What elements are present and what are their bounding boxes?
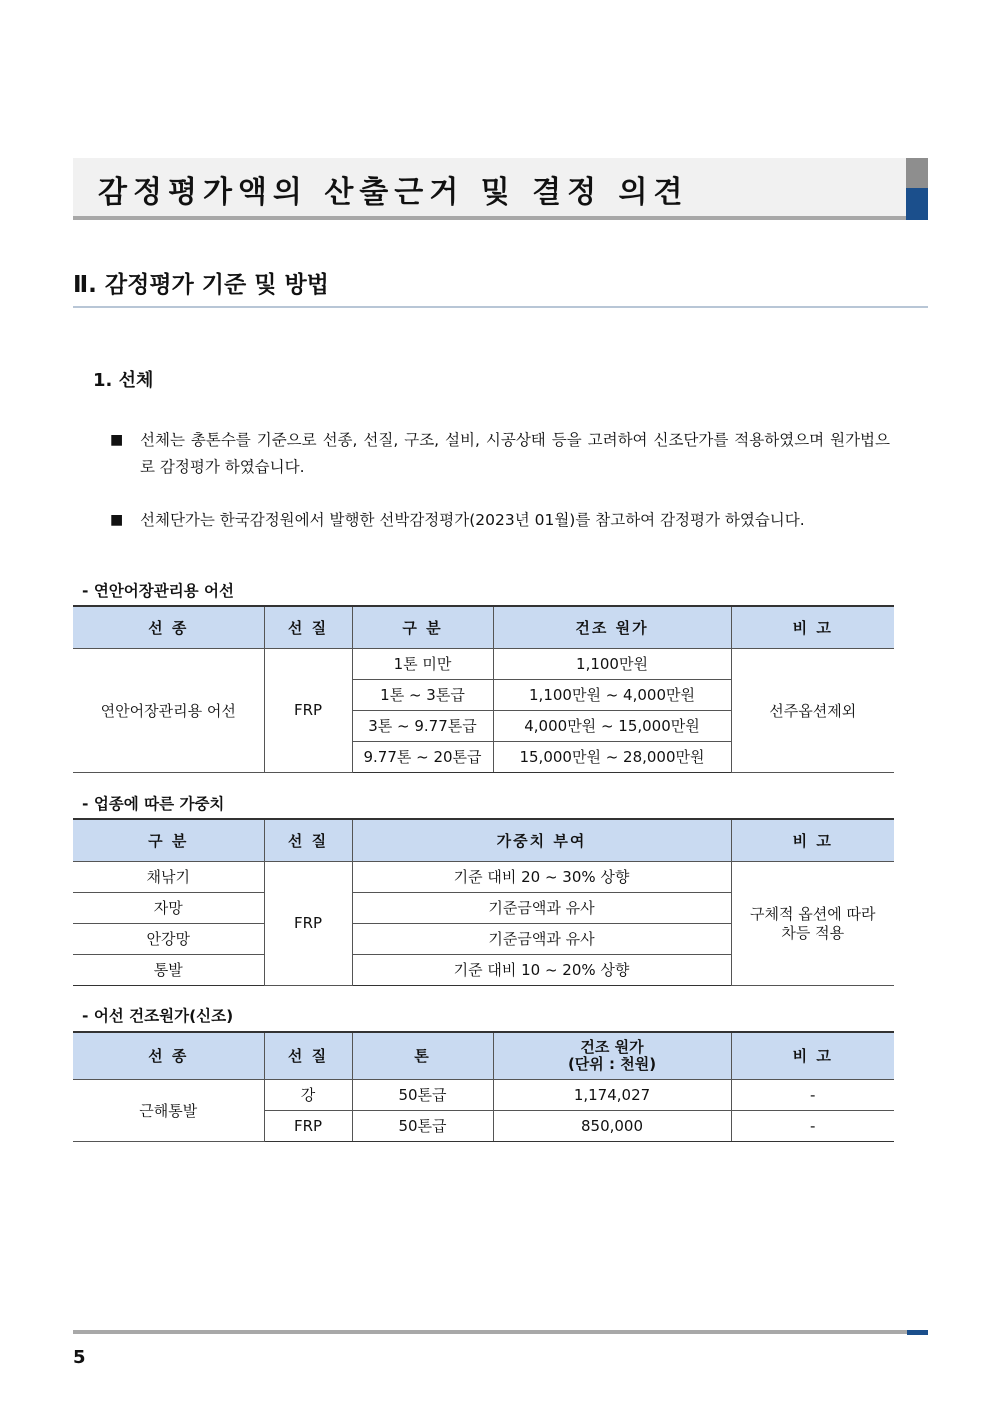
cost-cell: 4,000만원 ~ 15,000만원 xyxy=(493,710,731,741)
weight-cell: 기준금액과 유사 xyxy=(352,892,731,923)
fishing-type-cell: 채낚기 xyxy=(73,861,264,892)
column-header: 구 분 xyxy=(352,606,493,648)
tonnage-range-cell: 9.77톤 ~ 20톤급 xyxy=(352,741,493,772)
document-banner xyxy=(73,158,928,220)
cost-cell: 850,000 xyxy=(493,1110,731,1141)
header-unit: (단위 : 천원) xyxy=(567,1054,657,1073)
cost-cell: 1,100만원 ~ 4,000만원 xyxy=(493,679,731,710)
fishing-type-cell: 자망 xyxy=(73,892,264,923)
banner-title: 감정평가액의 산출근거 및 결정 의견 xyxy=(98,175,689,210)
note-line: 차등 적용 xyxy=(781,924,845,942)
subsection-title: 1. 선체 xyxy=(93,370,154,391)
tonnage-cell: 50톤급 xyxy=(352,1110,493,1141)
tonnage-range-cell: 1톤 미만 xyxy=(352,648,493,679)
column-header: 비 고 xyxy=(731,819,894,861)
table3-label: - 어선 건조원가(신조) xyxy=(82,1007,234,1025)
page-number: 5 xyxy=(73,1347,86,1368)
table-coastal-vessel-cost xyxy=(73,605,894,773)
column-header: 톤 xyxy=(352,1032,493,1079)
note-cell: 선주옵션제외 xyxy=(731,648,894,772)
table-new-build-cost xyxy=(73,1031,894,1142)
column-header xyxy=(493,1032,731,1079)
vessel-type-cell: 근해통발 xyxy=(73,1079,264,1141)
vessel-type-cell: 연안어장관리용 어선 xyxy=(73,648,264,772)
cost-cell: 1,174,027 xyxy=(493,1079,731,1110)
table-industry-weight xyxy=(73,818,894,986)
material-cell: FRP xyxy=(264,861,352,985)
column-header: 가중치 부여 xyxy=(352,819,731,861)
tonnage-range-cell: 1톤 ~ 3톤급 xyxy=(352,679,493,710)
tonnage-range-cell: 3톤 ~ 9.77톤급 xyxy=(352,710,493,741)
fishing-type-cell: 통발 xyxy=(73,954,264,985)
weight-cell: 기준 대비 10 ~ 20% 상향 xyxy=(352,954,731,985)
bullet-square-icon: ■ xyxy=(110,432,124,448)
bullet-text: 선체는 총톤수를 기준으로 선종, 선질, 구조, 설비, 시공상태 등을 고려하여 신조단가를 적용하였으며 원가법으로 감정평가 하였습니다. xyxy=(140,431,890,476)
header-line: 건조 원가 xyxy=(580,1037,644,1056)
material-cell: 강 xyxy=(264,1079,352,1110)
note-line: 구체적 옵션에 따라 xyxy=(750,905,876,923)
table-row xyxy=(73,861,894,892)
banner-accent xyxy=(906,158,928,220)
section-divider xyxy=(73,306,928,308)
table2-label: - 업종에 따른 가중치 xyxy=(82,795,225,813)
footer-divider xyxy=(73,1330,907,1334)
column-header: 구 분 xyxy=(73,819,264,861)
weight-cell: 기준금액과 유사 xyxy=(352,923,731,954)
note-cell: - xyxy=(731,1110,894,1141)
bullet-text: 선체단가는 한국감정원에서 발행한 선박감정평가(2023년 01월)를 참고하여 감정평가 하였습니다. xyxy=(140,511,805,529)
table-row xyxy=(73,648,894,679)
note-cell xyxy=(731,861,894,985)
column-header: 건조 원가 xyxy=(493,606,731,648)
bullet-item xyxy=(110,427,890,481)
bullet-item xyxy=(110,509,890,531)
note-cell: - xyxy=(731,1079,894,1110)
table1-label: - 연안어장관리용 어선 xyxy=(82,582,234,600)
weight-cell: 기준 대비 20 ~ 30% 상향 xyxy=(352,861,731,892)
column-header: 선 질 xyxy=(264,606,352,648)
cost-cell: 15,000만원 ~ 28,000만원 xyxy=(493,741,731,772)
tonnage-cell: 50톤급 xyxy=(352,1079,493,1110)
bullet-square-icon: ■ xyxy=(110,512,124,528)
fishing-type-cell: 안강망 xyxy=(73,923,264,954)
column-header: 비 고 xyxy=(731,1032,894,1079)
section-title: Ⅱ. 감정평가 기준 및 방법 xyxy=(73,272,329,298)
material-cell: FRP xyxy=(264,1110,352,1141)
column-header: 선 질 xyxy=(264,819,352,861)
footer-accent xyxy=(907,1330,928,1335)
table-row xyxy=(73,1079,894,1110)
column-header: 선 종 xyxy=(73,1032,264,1079)
column-header: 선 종 xyxy=(73,606,264,648)
material-cell: FRP xyxy=(264,648,352,772)
column-header: 선 질 xyxy=(264,1032,352,1079)
column-header: 비 고 xyxy=(731,606,894,648)
cost-cell: 1,100만원 xyxy=(493,648,731,679)
